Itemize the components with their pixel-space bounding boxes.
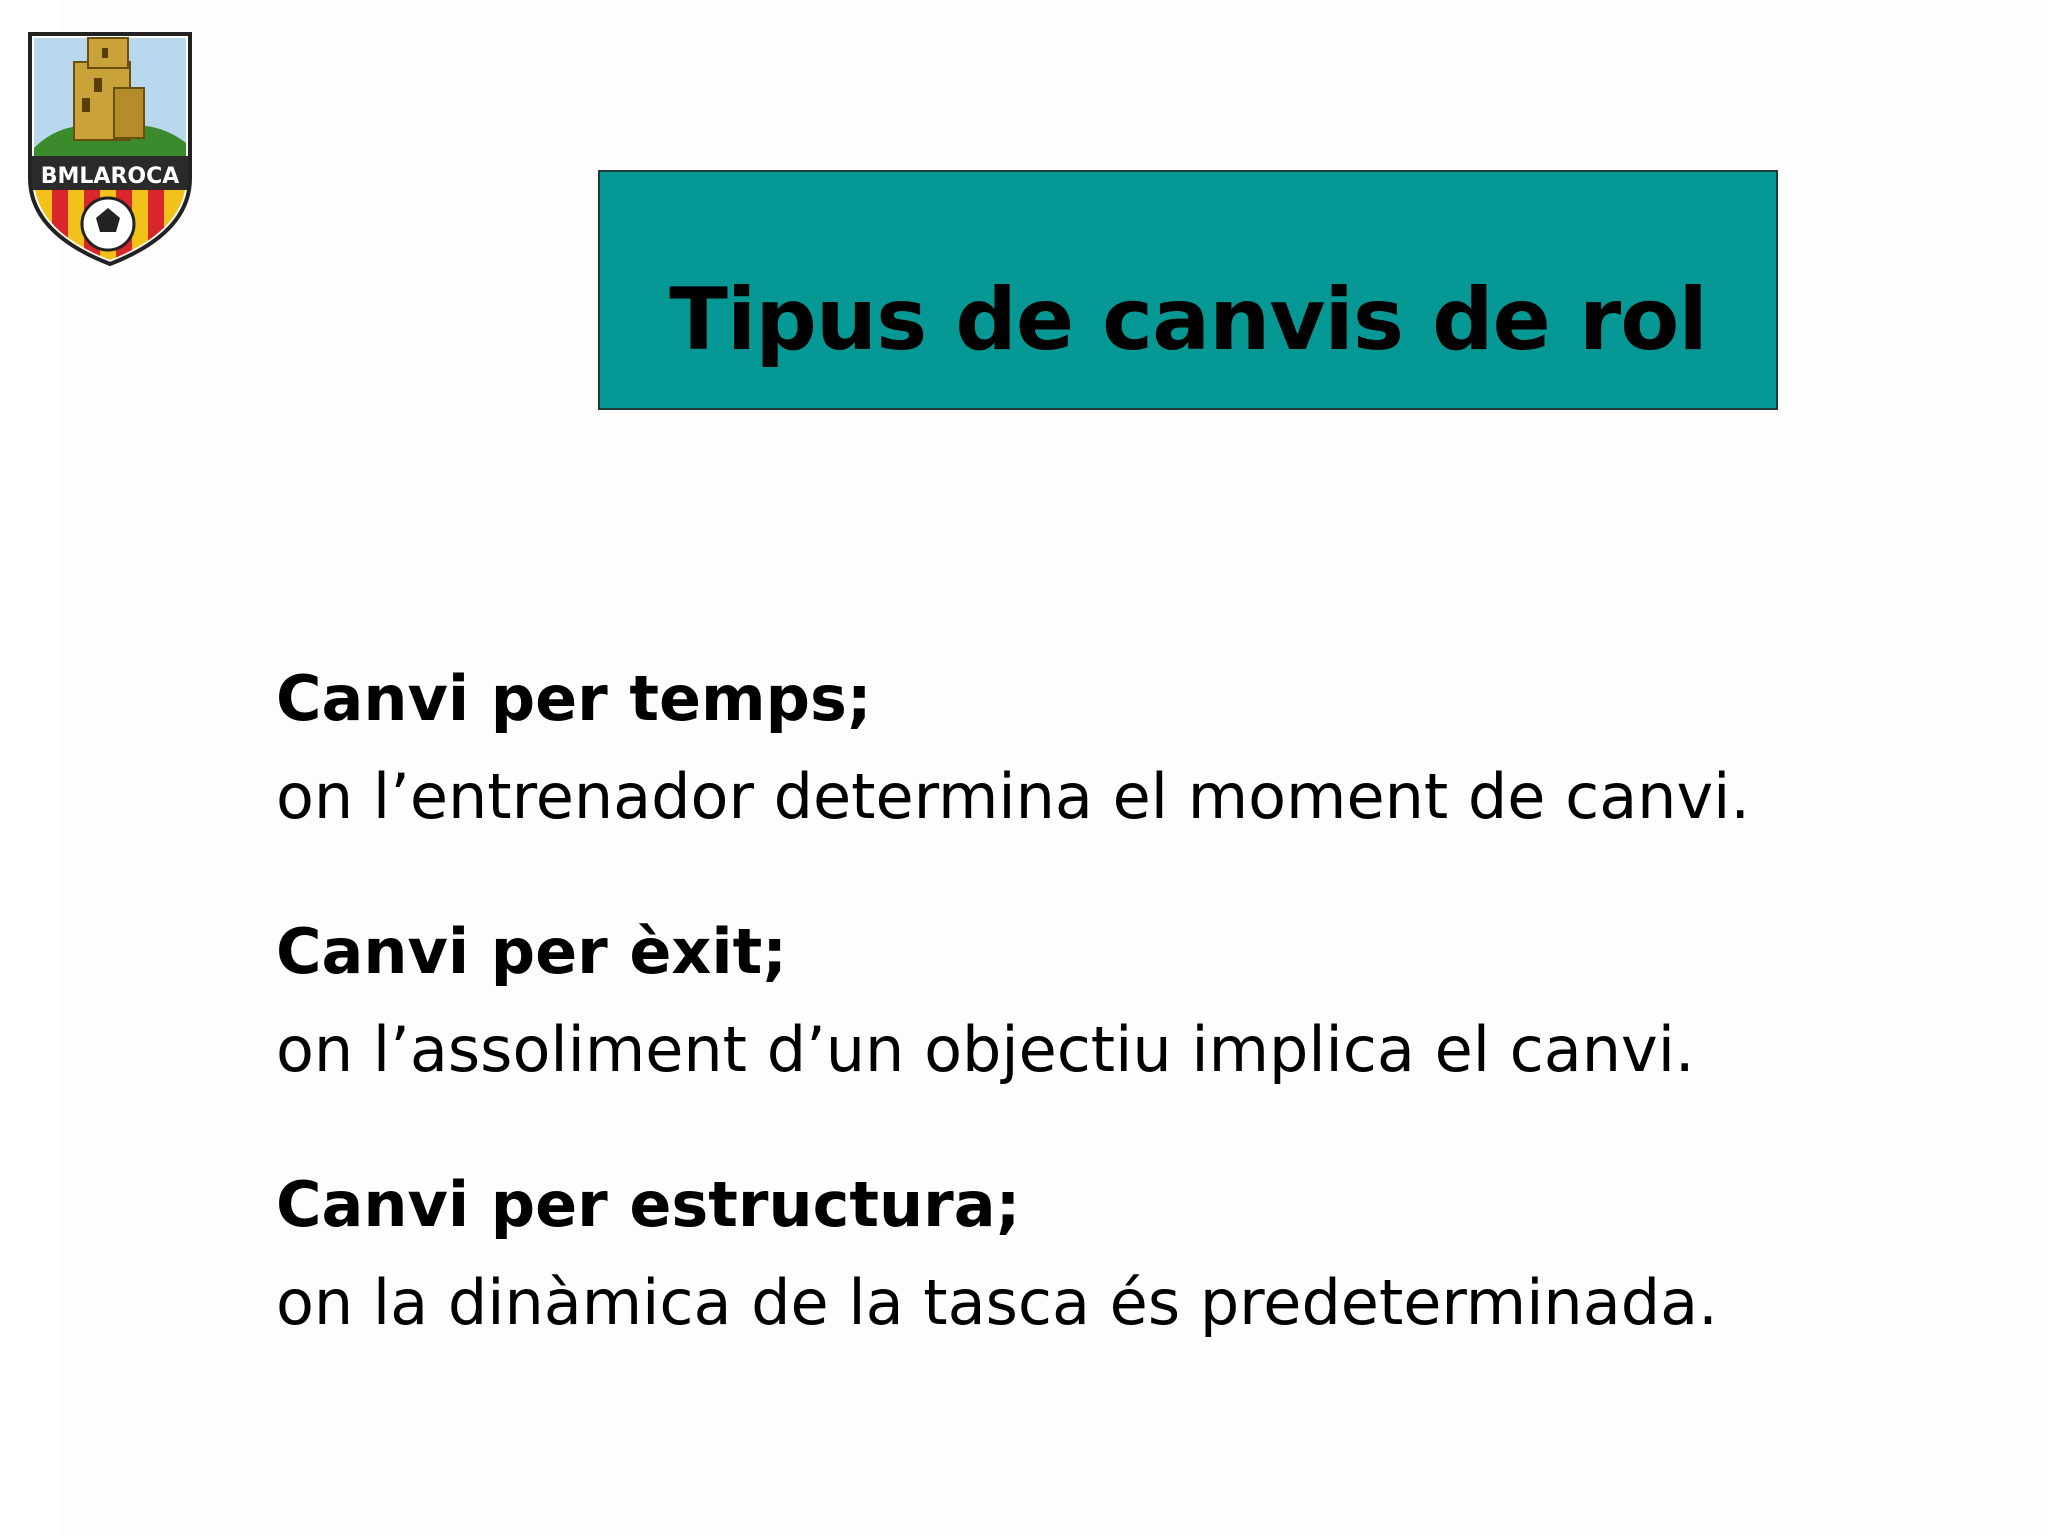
- content-list: [276, 650, 1876, 1409]
- item-description: on la dinàmica de la tasca és predeterminada.: [276, 1266, 1718, 1339]
- title-box: [598, 170, 1778, 410]
- item-description: on l’entrenador determina el moment de canvi.: [276, 760, 1751, 833]
- item-heading: Canvi per estructura;: [276, 1168, 1021, 1241]
- club-crest-icon: [24, 28, 196, 268]
- item-description: on l’assoliment d’un objectiu implica el canvi.: [276, 1013, 1695, 1086]
- list-item: [276, 650, 1876, 846]
- item-heading: Canvi per èxit;: [276, 915, 788, 988]
- list-item: [276, 903, 1876, 1099]
- slide-title: Tipus de canvis de rol: [669, 270, 1707, 370]
- list-item: [276, 1156, 1876, 1352]
- svg-text:BMLAROCA: BMLAROCA: [40, 164, 180, 189]
- item-heading: Canvi per temps;: [276, 662, 872, 735]
